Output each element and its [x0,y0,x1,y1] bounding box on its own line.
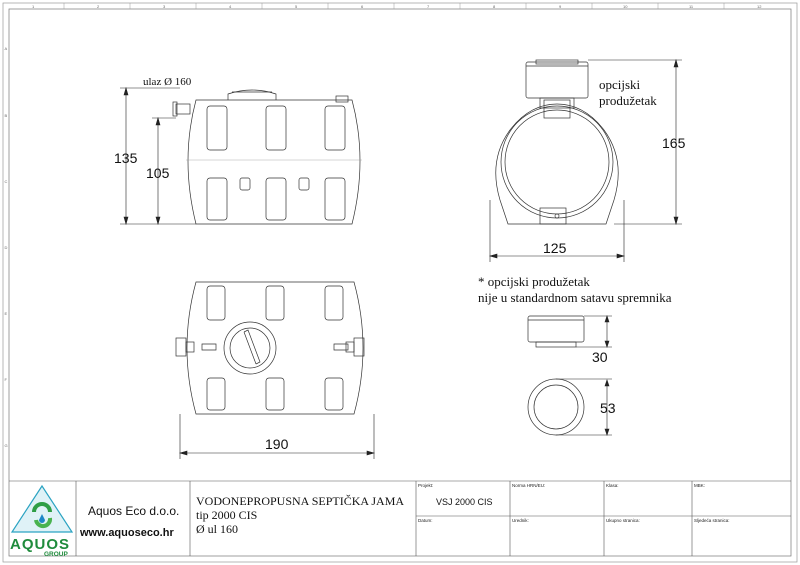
field-projekt-value: VSJ 2000 CIS [436,497,493,507]
col-label-1: 1 [32,4,35,9]
side-view-tank [173,90,362,224]
col-label-6: 6 [361,4,364,9]
dim-plan-length-label: 190 [265,436,289,452]
col-label-10: 10 [623,4,628,9]
row-label-b: B [4,113,8,118]
row-label-f: F [4,377,7,382]
field-projekt-label: Projekt: [418,483,434,488]
optional-extension-label-1: opcijski [599,77,641,92]
title-block [9,481,791,556]
drawing-title: VODONEPROPUSNA SEPTIČKA JAMA [196,494,405,508]
column-labels [32,4,762,9]
extension-side-detail [528,316,584,347]
row-label-d: D [4,245,8,250]
note-line-2: nije u standardnom satavu spremnika [478,290,672,305]
optional-extension-label-2: produžetak [599,93,657,108]
dim-side-total-label: 135 [114,150,138,166]
dim-front-height-label: 165 [662,135,686,151]
row-label-e: E [4,311,8,316]
col-label-7: 7 [427,4,430,9]
row-labels [5,46,8,448]
note-line-1: * opcijski produžetak [478,274,590,289]
field-klasa-label: Klasa: [606,483,619,488]
field-mbk-label: MBK: [694,483,706,488]
col-label-9: 9 [559,4,562,9]
col-label-2: 2 [97,4,100,9]
col-label-11: 11 [689,4,694,9]
col-label-12: 12 [757,4,762,9]
col-label-3: 3 [163,4,166,9]
field-norma-label: Norma HRN/EU: [512,483,546,488]
inlet-label: ulaz Ø 160 [143,76,192,88]
aquos-logo [10,486,72,558]
row-label-c: C [4,179,8,184]
dim-extension-diameter-label: 53 [600,400,616,416]
field-sljedeca-label: Sljedeća stranica: [694,518,730,523]
company-name: Aquos Eco d.o.o. [88,504,180,518]
field-urednik-label: Urednik: [512,518,529,523]
field-datum-label: Datum: [418,518,433,523]
dim-side-body-label: 105 [146,165,170,181]
drawing-inlet-diameter: Ø ul 160 [196,522,238,536]
drawing-type: tip 2000 CIS [196,508,258,522]
extension-plan-detail [528,379,584,435]
sheet-border-outer [3,3,797,562]
plan-view-tank [176,282,364,414]
col-label-5: 5 [295,4,298,9]
logo-text: AQUOS [10,536,71,553]
field-ukupno-label: Ukupno stranica: [606,518,640,523]
logo-subtext: GROUP [44,551,68,558]
dim-extension-height-label: 30 [592,349,608,365]
row-label-g: G [4,443,8,448]
row-label-a: A [4,46,8,51]
company-website[interactable]: www.aquoseco.hr [80,527,174,539]
dim-front-width-label: 125 [543,240,567,256]
col-label-4: 4 [229,4,232,9]
col-label-8: 8 [493,4,496,9]
